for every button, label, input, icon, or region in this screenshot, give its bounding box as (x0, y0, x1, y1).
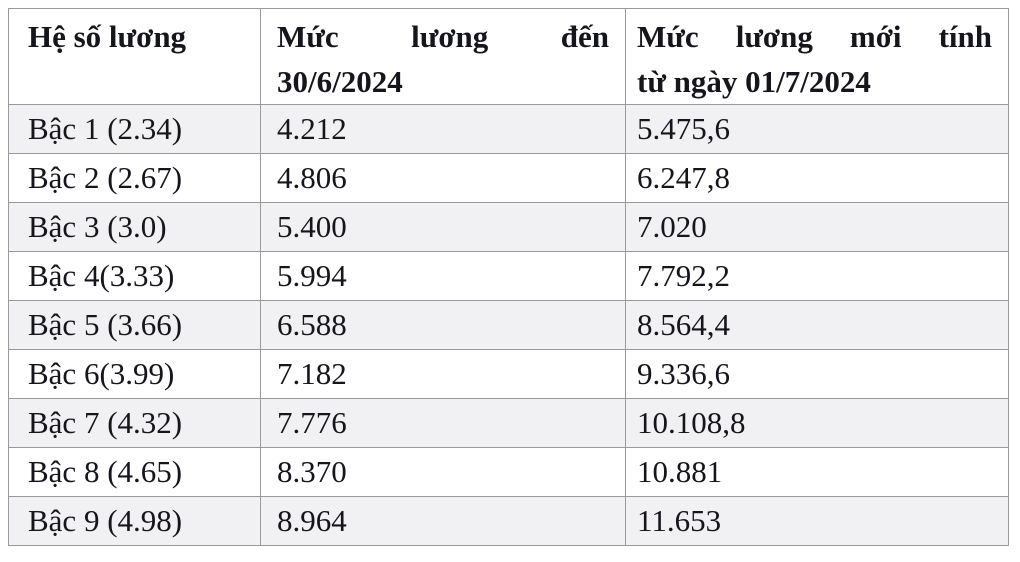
cell-salary-from: 10.108,8 (626, 399, 1009, 448)
cell-salary-from: 11.653 (626, 497, 1009, 546)
cell-coefficient: Bậc 7 (4.32) (9, 399, 261, 448)
header-salary-from-line1: Mức lương mới tính (637, 19, 992, 54)
table-row (9, 105, 1009, 154)
salary-table (8, 8, 1009, 546)
cell-coefficient: Bậc 3 (3.0) (9, 203, 261, 252)
cell-salary-until: 5.994 (261, 252, 626, 301)
header-salary-until-line1: Mức lương đến (277, 19, 609, 54)
cell-salary-until: 4.212 (261, 105, 626, 154)
cell-salary-from: 6.247,8 (626, 154, 1009, 203)
cell-salary-from: 7.792,2 (626, 252, 1009, 301)
table-row (9, 203, 1009, 252)
cell-salary-until: 5.400 (261, 203, 626, 252)
cell-salary-from: 5.475,6 (626, 105, 1009, 154)
header-salary-from-line2: từ ngày 01/7/2024 (637, 64, 871, 99)
header-coefficient-label: Hệ số lương (28, 19, 187, 54)
cell-coefficient: Bậc 1 (2.34) (9, 105, 261, 154)
cell-salary-until: 6.588 (261, 301, 626, 350)
table-row (9, 154, 1009, 203)
header-cell-salary-from-01-7-2024 (626, 9, 1009, 105)
cell-salary-until: 7.182 (261, 350, 626, 399)
cell-coefficient: Bậc 2 (2.67) (9, 154, 261, 203)
cell-salary-until: 8.964 (261, 497, 626, 546)
table-header (9, 9, 1009, 105)
cell-coefficient: Bậc 6(3.99) (9, 350, 261, 399)
cell-coefficient: Bậc 8 (4.65) (9, 448, 261, 497)
table-row (9, 497, 1009, 546)
cell-coefficient: Bậc 5 (3.66) (9, 301, 261, 350)
cell-coefficient: Bậc 4(3.33) (9, 252, 261, 301)
cell-salary-from: 9.336,6 (626, 350, 1009, 399)
cell-salary-until: 4.806 (261, 154, 626, 203)
cell-salary-until: 7.776 (261, 399, 626, 448)
cell-salary-from: 7.020 (626, 203, 1009, 252)
header-salary-until-line2: 30/6/2024 (277, 64, 403, 99)
table-row (9, 448, 1009, 497)
header-cell-salary-until-30-6-2024 (261, 9, 626, 105)
table-row (9, 399, 1009, 448)
table-row (9, 350, 1009, 399)
header-row (9, 9, 1009, 105)
cell-salary-from: 10.881 (626, 448, 1009, 497)
table-row (9, 301, 1009, 350)
cell-salary-until: 8.370 (261, 448, 626, 497)
cell-salary-from: 8.564,4 (626, 301, 1009, 350)
cell-coefficient: Bậc 9 (4.98) (9, 497, 261, 546)
table-row (9, 252, 1009, 301)
table-body (9, 105, 1009, 546)
header-cell-coefficient (9, 9, 261, 105)
